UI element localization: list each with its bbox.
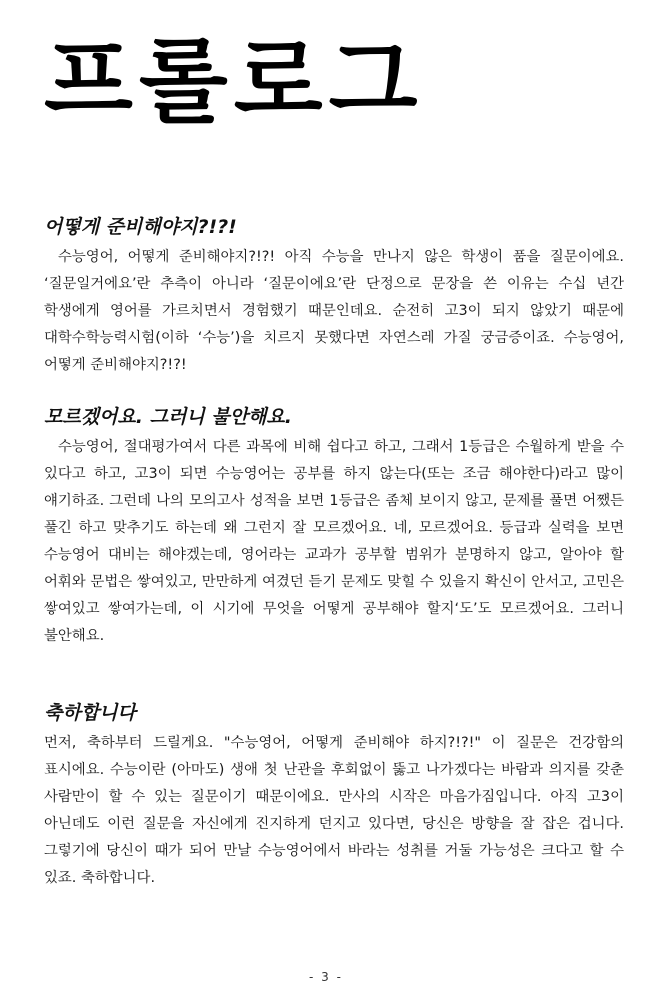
section-paragraph: 수능영어, 어떻게 준비해야지?!?! 아직 수능을 만나지 않은 학생이 품을 질문이에요. ‘질문일거에요’란 추측이 아니라 ‘질문이에요’란 단정으로 문장을 쓴 이유는 수십 년간 학생에게 영어를 가르치면서 경험했기 때문인데요. 순전히 고3이 되지 않았기 때문에 대학수학능력시험(이하 ‘수능’)을 치르지 못했다면 자연스레 가질 궁금증이죠. 수능영어, 어떻게 준비해야지?!?! <box>44 249 624 373</box>
page-number: - 3 - <box>309 970 343 984</box>
section-heading: 어떻게 준비해야지?!?! <box>44 216 237 238</box>
section-heading: 축하합니다 <box>44 702 136 724</box>
page-title: 프롤로그 <box>44 28 424 135</box>
section-heading: 모르겠어요. 그러니 불안해요. <box>44 406 292 428</box>
section-paragraph: 수능영어, 절대평가여서 다른 과목에 비해 쉽다고 하고, 그래서 1등급은 수월하게 받을 수 있다고 하고, 고3이 되면 수능영어는 공부를 하지 않는다(또는 조금 해야한다)라고 많이 얘기하죠. 그런데 나의 모의고사 성적을 보면 1등급은 좀체 보이지 않고, 문제를 풀면 어쨌든 풀긴 하고 맞추기도 하는데 왜 그런지 잘 모르겠어요. 네, 모르겠어요. 등급과 실력을 보면 수능영어 대비는 해야겠는데, 영어라는 교과가 공부할 범위가 분명하지 않고, 알아야 할 어휘와 문법은 쌓여있고, 만만하게 여겼던 듣기 문제도 맞힐 수 있을지 확신이 안서고, 고민은 쌓여있고 쌓여가는데, 이 시기에 무엇을 어떻게 공부해야 할지‘도’도 모르겠어요. 그러니 불안해요. <box>44 439 624 644</box>
section-paragraph: 먼저, 축하부터 드릴게요. "수능영어, 어떻게 준비해야 하지?!?!" 이 질문은 건강함의 표시에요. 수능이란 (아마도) 생애 첫 난관을 후회없이 뚫고 나가겠다는 바람과 의지를 갖춘 사람만이 할 수 있는 질문이기 때문이에요. 만사의 시작은 마음가짐입니다. 아직 고3이 아닌데도 이런 질문을 자신에게 진지하게 던지고 있다면, 당신은 방향을 잘 잡은 겁니다. 그렇기에 당신이 때가 되어 만날 수능영어에서 바라는 성취를 거둘 가능성은 크다고 할 수 있죠. 축하합니다. <box>44 735 624 886</box>
section-anxiety <box>44 404 624 650</box>
section-congratulations <box>44 700 624 892</box>
section-how-to-prepare <box>44 214 624 379</box>
